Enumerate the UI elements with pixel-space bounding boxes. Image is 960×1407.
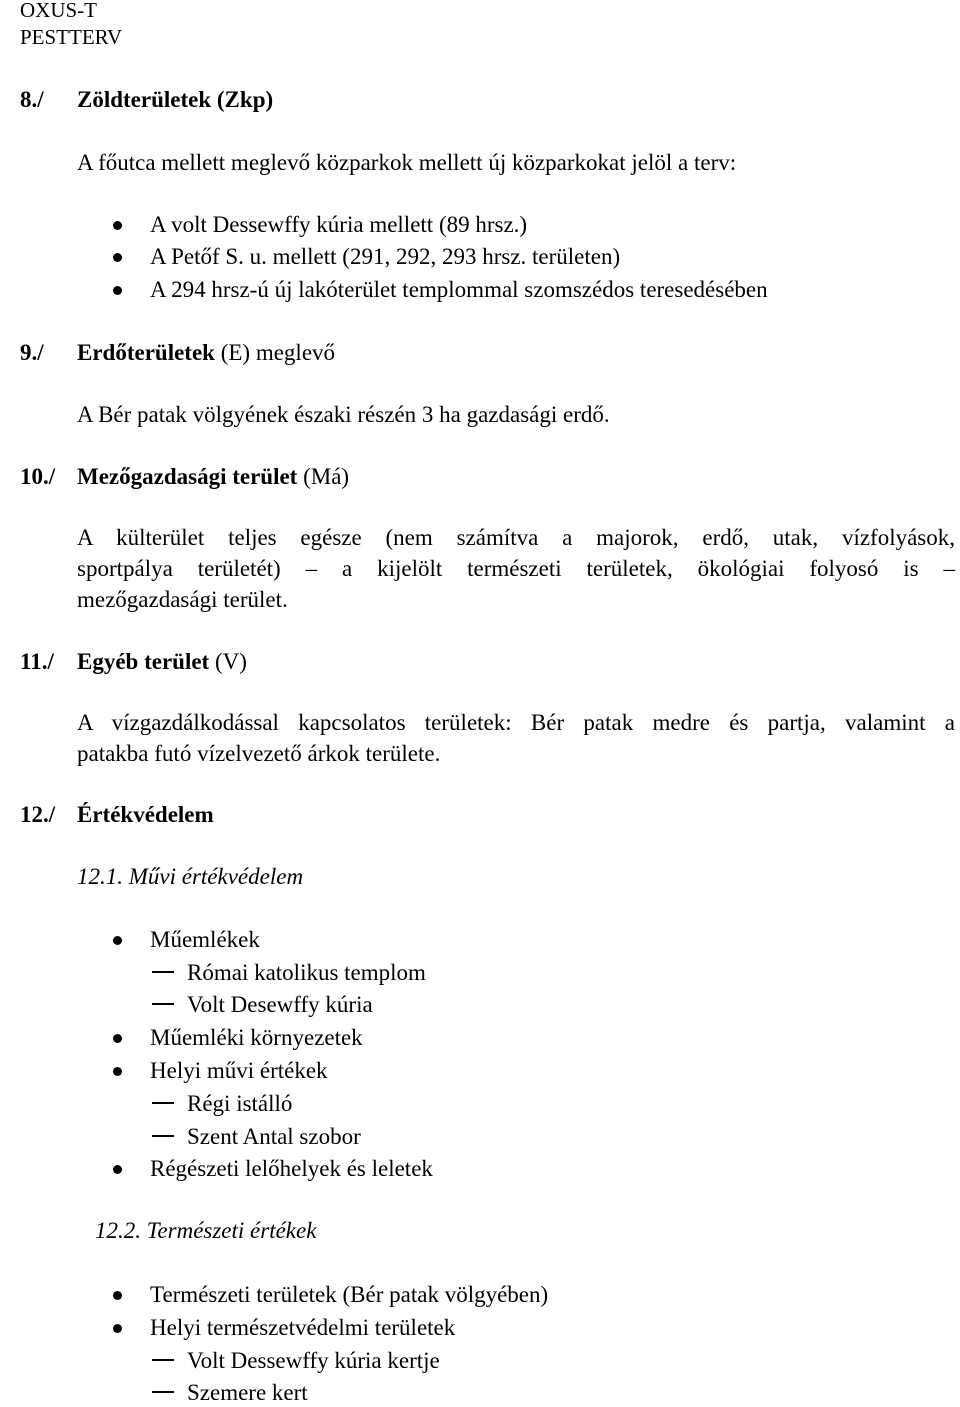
subsection-12-2-title: 12.2. Természeti értékek: [95, 1218, 317, 1243]
list-item: Volt Dessewffy kúria kertje: [187, 1348, 440, 1373]
bullet-icon: [113, 1067, 122, 1076]
section-9-text: A Bér patak völgyének északi részén 3 ha gazdasági erdő.: [77, 402, 610, 427]
list-item: Szemere kert: [187, 1380, 308, 1405]
section-10-title-bold: Mezőgazdasági terület: [77, 464, 298, 489]
section-12-number: 12./: [20, 802, 56, 827]
section-11-line: patakba futó vízelvezető árkok területe.: [77, 741, 441, 766]
list-item: Műemlékek: [150, 927, 260, 952]
section-11-number: 11./: [20, 649, 54, 674]
section-11-title-rest: (V): [209, 649, 247, 674]
section-8-title: Zöldterületek (Zkp): [77, 87, 274, 112]
section-10-line: A külterület teljes egésze (nem számítva a majorok, erdő, utak, vízfolyások,: [77, 525, 955, 550]
section-10-title: [77, 463, 349, 491]
section-8-bullet: A volt Dessewffy kúria mellett (89 hrsz.): [150, 212, 528, 237]
list-item: Helyi művi értékek: [150, 1058, 328, 1083]
section-8-bullet: A Petőf S. u. mellett (291, 292, 293 hrsz. területen): [150, 244, 621, 269]
bullet-icon: [113, 1291, 122, 1300]
dash-icon: [152, 1135, 174, 1137]
section-9-title: [77, 339, 335, 367]
list-item: Természeti területek (Bér patak völgyében): [150, 1282, 549, 1307]
bullet-icon: [113, 1034, 122, 1043]
bullet-icon: [113, 1324, 122, 1333]
section-10-line: mezőgazdasági terület.: [77, 587, 288, 612]
dash-icon: [152, 1003, 174, 1005]
section-9-title-rest: (E) meglevő: [214, 340, 336, 365]
dash-icon: [152, 1102, 174, 1104]
bullet-icon: [113, 286, 122, 295]
section-9-number: 9./: [20, 340, 44, 365]
dash-icon: [152, 1359, 174, 1361]
section-8-bullet: A 294 hrsz-ú új lakóterület templommal szomszédos teresedésében: [150, 277, 768, 302]
bullet-icon: [113, 936, 122, 945]
section-11-line: A vízgazdálkodással kapcsolatos területek: Bér patak medre és partja, valamint a: [77, 710, 955, 735]
section-8-intro: A főutca mellett meglevő közparkok mellett új közparkokat jelöl a terv:: [77, 150, 737, 175]
subsection-12-1-title: 12.1. Művi értékvédelem: [77, 864, 304, 889]
section-10-number: 10./: [20, 464, 56, 489]
bullet-icon: [113, 1165, 122, 1174]
list-item: Régi istálló: [187, 1091, 293, 1116]
header-company: OXUS-T: [20, 0, 97, 22]
section-11-title: [77, 648, 247, 676]
section-11-title-bold: Egyéb terület: [77, 649, 210, 674]
section-10-line: sportpálya területét) – a kijelölt természeti területek, ökológiai folyosó is –: [77, 556, 955, 581]
list-item: Műemléki környezetek: [150, 1025, 363, 1050]
section-12-title: Értékvédelem: [77, 802, 214, 827]
section-8-number: 8./: [20, 87, 44, 112]
dash-icon: [152, 1391, 174, 1393]
header-department: PESTTERV: [20, 25, 123, 49]
bullet-icon: [113, 221, 122, 230]
list-item: Római katolikus templom: [187, 960, 426, 985]
list-item: Régészeti lelőhelyek és leletek: [150, 1156, 433, 1181]
section-9-title-bold: Erdőterületek: [77, 340, 215, 365]
section-10-title-rest: (Má): [297, 464, 350, 489]
dash-icon: [152, 971, 174, 973]
list-item: Szent Antal szobor: [187, 1124, 361, 1149]
list-item: Volt Desewffy kúria: [187, 992, 373, 1017]
bullet-icon: [113, 253, 122, 262]
list-item: Helyi természetvédelmi területek: [150, 1315, 456, 1340]
